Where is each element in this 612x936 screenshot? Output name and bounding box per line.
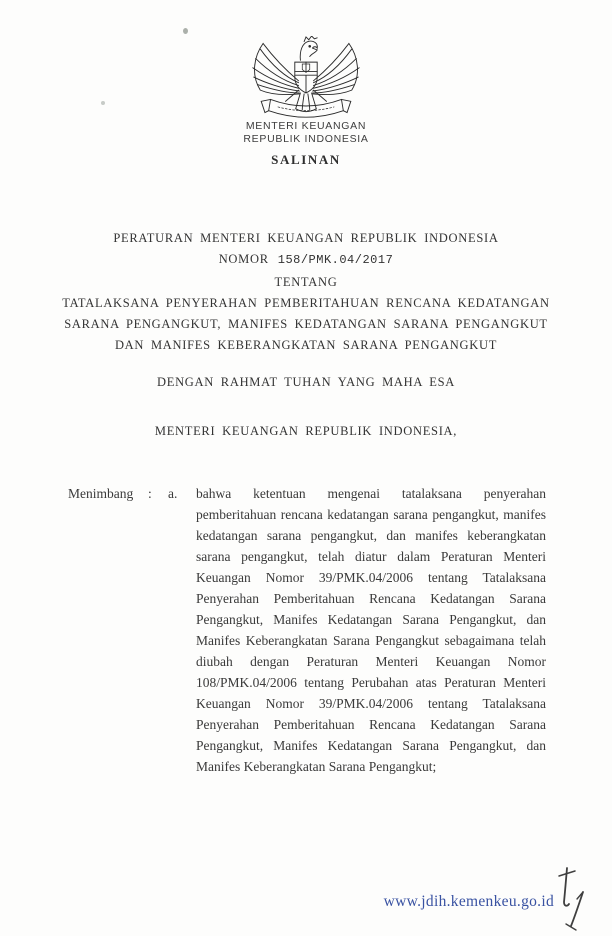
jdih-website-link[interactable]: www.jdih.kemenkeu.go.id bbox=[383, 893, 554, 910]
ministry-country: REPUBLIK INDONESIA bbox=[243, 133, 369, 145]
regulation-number-line bbox=[24, 249, 588, 271]
colon-separator: : bbox=[148, 486, 152, 501]
garuda-pancasila-emblem bbox=[0, 36, 612, 120]
consideration-text: bahwa ketentuan mengenai tatalaksana penyerahan pemberitahuan rencana kedatangan sarana pengangkut, manifes kedatangan sarana pengangkut, dan manifes keberangkatan sarana pengangkut, telah diatur dalam Peraturan Menteri Keuangan Nomor 39/PMK.04/2006 tentang Tatalaksana Penyerahan Pemberitahuan Rencana Kedatangan Sarana Pengangkut, Manifes Kedatangan Sarana Pengangkut, dan Manifes Keberangkatan Sarana Pengangkut sebagaimana telah diubah dengan Peraturan Menteri Keuangan Nomor 108/PMK.04/2006 tentang Perubahan atas Peraturan Menteri Keuangan Nomor 39/PMK.04/2006 tentang Tatalaksana Penyerahan Pemberitahuan Rencana Kedatangan Sarana Pengangkut, Manifes Kedatangan Sarana Pengangkut, dan Manifes Keberangkatan Sarana Pengangkut; bbox=[196, 486, 546, 774]
nomor-value: 158/PMK.04/2017 bbox=[277, 253, 394, 268]
letterhead bbox=[0, 36, 612, 168]
subject-line: SARANA PENGANGKUT, MANIFES KEDATANGAN SARANA PENGANGKUT bbox=[64, 317, 548, 332]
copy-stamp-label: SALINAN bbox=[271, 152, 341, 167]
item-marker: a. bbox=[168, 486, 178, 501]
subject-line: TATALAKSANA PENYERAHAN PEMBERITAHUAN RENCANA KEDATANGAN bbox=[62, 295, 550, 310]
nomor-label: NOMOR bbox=[218, 252, 269, 267]
ministry-name: MENTERI KEUANGAN bbox=[245, 120, 367, 132]
handwritten-paraf-mark bbox=[536, 864, 592, 934]
regulation-title-block bbox=[24, 228, 588, 357]
regulation-heading: PERATURAN MENTERI KEUANGAN REPUBLIK INDONESIA bbox=[113, 231, 499, 245]
tentang-label: TENTANG bbox=[274, 274, 338, 289]
menimbang-label: Menimbang bbox=[68, 486, 134, 501]
subject-line: DAN MANIFES KEBERANGKATAN SARANA PENGANGKUT bbox=[114, 338, 498, 353]
authority-line: MENTERI KEUANGAN REPUBLIK INDONESIA, bbox=[154, 424, 458, 438]
considerations-block bbox=[68, 483, 546, 777]
invocation-line: DENGAN RAHMAT TUHAN YANG MAHA ESA bbox=[157, 375, 455, 389]
scan-speck bbox=[183, 28, 188, 34]
